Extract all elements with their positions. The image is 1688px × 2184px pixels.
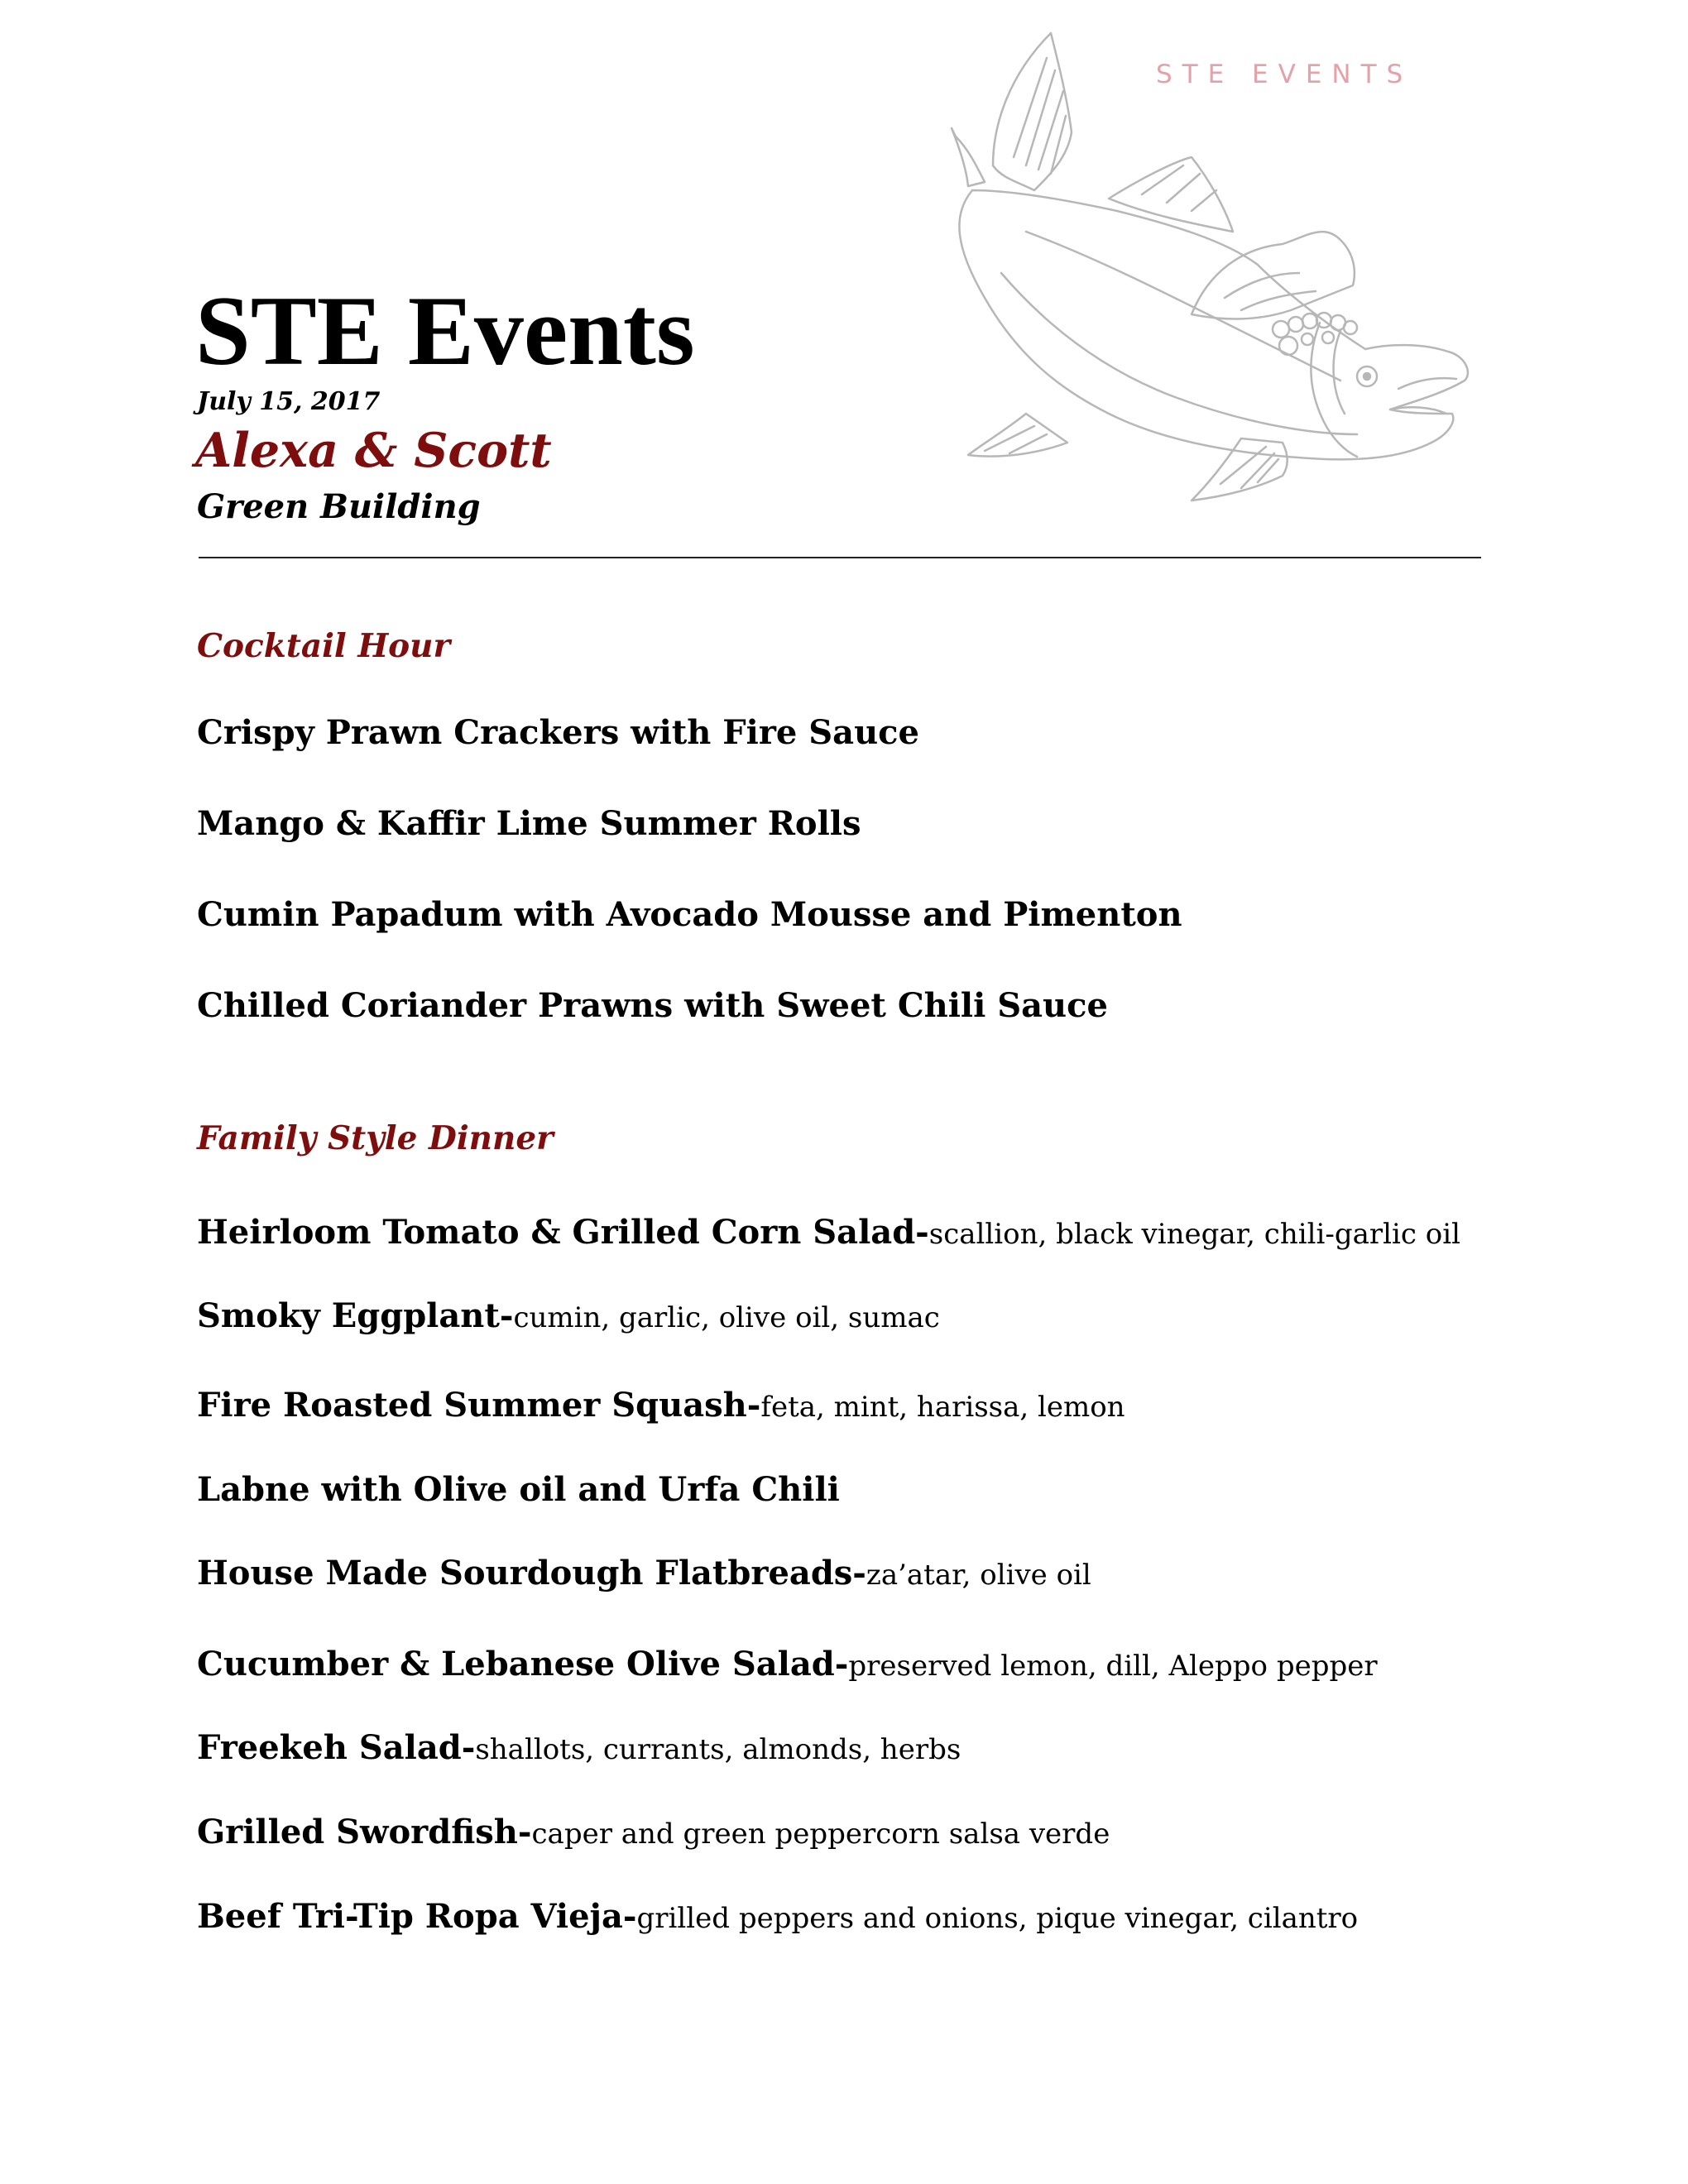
cocktail-item: Cumin Papadum with Avocado Mousse and Pimenton (197, 895, 1182, 934)
dish-name: Heirloom Tomato & Grilled Corn Salad- (197, 1213, 929, 1252)
dinner-item (197, 1470, 840, 1509)
dish-name: Freekeh Salad- (197, 1728, 476, 1767)
brand-mark: STE EVENTS (1156, 60, 1413, 89)
dinner-item (197, 1296, 940, 1335)
dish-description: za’atar, olive oil (866, 1559, 1091, 1592)
dish-description: preserved lemon, dill, Aleppo pepper (848, 1650, 1378, 1683)
cocktail-hour-heading: Cocktail Hour (197, 627, 451, 665)
dinner-item (197, 1897, 1359, 1936)
cocktail-item: Mango & Kaffir Lime Summer Rolls (197, 804, 861, 843)
cocktail-item: Crispy Prawn Crackers with Fire Sauce (197, 713, 919, 752)
salmon-illustration-icon (894, 25, 1473, 505)
dinner-item (197, 1813, 1110, 1851)
dinner-item (197, 1645, 1378, 1684)
dish-description: feta, mint, harissa, lemon (760, 1391, 1125, 1424)
dish-description: cumin, garlic, olive oil, sumac (513, 1301, 940, 1334)
dish-name: House Made Sourdough Flatbreads- (197, 1554, 866, 1592)
cocktail-item: Chilled Coriander Prawns with Sweet Chili Sauce (197, 986, 1108, 1025)
dinner-item (197, 1386, 1125, 1425)
dish-description: grilled peppers and onions, pique vinegar, cilantro (636, 1902, 1359, 1935)
dinner-item (197, 1213, 1460, 1252)
family-style-dinner-heading: Family Style Dinner (197, 1119, 554, 1157)
dinner-item (197, 1554, 1091, 1592)
header-divider (199, 557, 1481, 558)
dish-name: Labne with Olive oil and Urfa Chili (197, 1470, 840, 1509)
dish-description: caper and green peppercorn salsa verde (531, 1818, 1110, 1851)
dish-name: Cucumber & Lebanese Olive Salad- (197, 1645, 849, 1684)
page-title: STE Events (195, 275, 695, 386)
dish-name: Beef Tri-Tip Ropa Vieja- (197, 1897, 637, 1936)
dish-description: shallots, currants, almonds, herbs (475, 1733, 961, 1766)
dish-name: Smoky Eggplant- (197, 1296, 514, 1335)
dinner-item (197, 1728, 961, 1767)
dish-name: Fire Roasted Summer Squash- (197, 1386, 761, 1425)
venue-name: Green Building (197, 487, 481, 526)
dish-name: Grilled Swordfish- (197, 1813, 532, 1851)
event-date: July 15, 2017 (197, 387, 381, 416)
couple-names: Alexa & Scott (195, 423, 552, 478)
dish-description: scallion, black vinegar, chili-garlic oil (928, 1218, 1460, 1251)
